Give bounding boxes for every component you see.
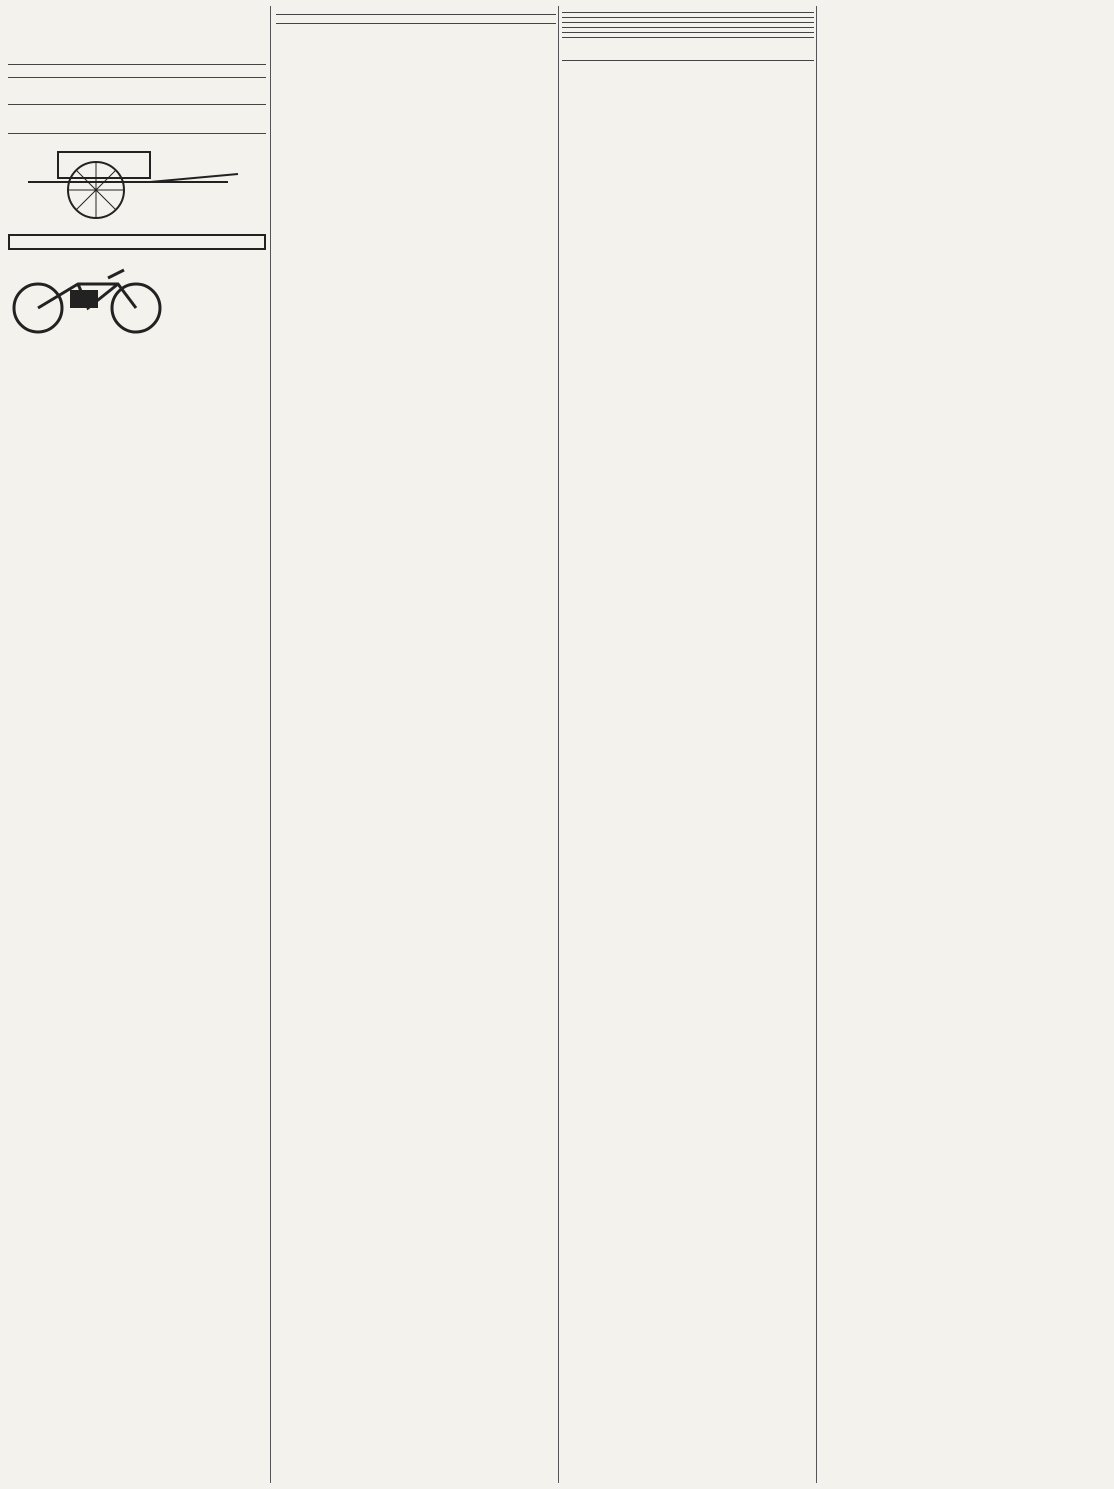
column-1: [8, 6, 266, 1483]
gig-illustration: [8, 138, 258, 222]
column-2: [276, 6, 556, 1483]
tt-cell: [562, 54, 688, 56]
column-rule: [816, 6, 817, 1483]
tt-cell: [688, 54, 814, 56]
land-list-body: [8, 10, 266, 14]
column-rule: [270, 6, 271, 1483]
column-4-lower: [582, 560, 812, 1483]
motorcycle-illustration: [8, 256, 168, 336]
timetable: [562, 42, 814, 56]
scourine-body: [8, 86, 266, 92]
column-rule: [558, 6, 559, 1483]
